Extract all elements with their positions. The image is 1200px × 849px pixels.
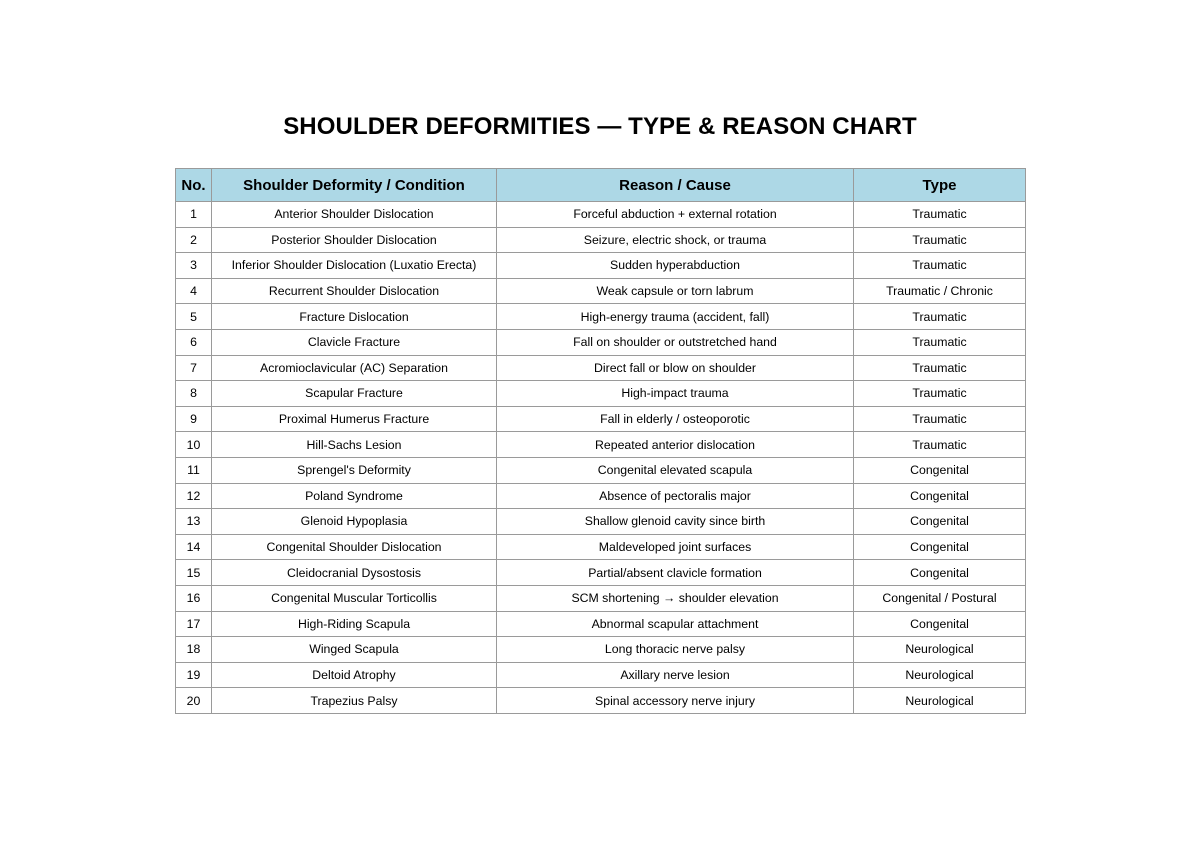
cell-no: 4 <box>176 278 212 304</box>
cell-reason: Shallow glenoid cavity since birth <box>497 509 854 535</box>
cell-condition: Recurrent Shoulder Dislocation <box>212 278 497 304</box>
cell-no: 12 <box>176 483 212 509</box>
cell-no: 8 <box>176 381 212 407</box>
table-row <box>176 637 1026 663</box>
cell-no: 2 <box>176 227 212 253</box>
table-row <box>176 355 1026 381</box>
page-title: SHOULDER DEFORMITIES — TYPE & REASON CHART <box>283 113 917 140</box>
cell-reason: Forceful abduction + external rotation <box>497 202 854 228</box>
cell-type: Congenital <box>854 483 1026 509</box>
cell-reason: High-impact trauma <box>497 381 854 407</box>
cell-type: Traumatic <box>854 381 1026 407</box>
cell-condition: Poland Syndrome <box>212 483 497 509</box>
column-header-condition: Shoulder Deformity / Condition <box>212 169 497 202</box>
cell-no: 15 <box>176 560 212 586</box>
table-row <box>176 278 1026 304</box>
cell-type: Congenital / Postural <box>854 585 1026 611</box>
cell-type: Neurological <box>854 688 1026 714</box>
cell-type: Traumatic <box>854 253 1026 279</box>
table-row <box>176 560 1026 586</box>
cell-type: Congenital <box>854 534 1026 560</box>
table-row <box>176 253 1026 279</box>
cell-no: 16 <box>176 585 212 611</box>
cell-condition: Congenital Shoulder Dislocation <box>212 534 497 560</box>
table-row <box>176 304 1026 330</box>
cell-reason: Seizure, electric shock, or trauma <box>497 227 854 253</box>
cell-condition: Proximal Humerus Fracture <box>212 406 497 432</box>
cell-type: Traumatic <box>854 432 1026 458</box>
table-body <box>176 202 1026 714</box>
table-row <box>176 329 1026 355</box>
cell-no: 18 <box>176 637 212 663</box>
cell-reason: Spinal accessory nerve injury <box>497 688 854 714</box>
cell-reason: Sudden hyperabduction <box>497 253 854 279</box>
table-row <box>176 662 1026 688</box>
table-row <box>176 688 1026 714</box>
cell-reason: Abnormal scapular attachment <box>497 611 854 637</box>
cell-reason: Weak capsule or torn labrum <box>497 278 854 304</box>
cell-condition: Congenital Muscular Torticollis <box>212 585 497 611</box>
cell-condition: Winged Scapula <box>212 637 497 663</box>
table-row <box>176 611 1026 637</box>
cell-no: 14 <box>176 534 212 560</box>
cell-no: 17 <box>176 611 212 637</box>
cell-reason: Fall on shoulder or outstretched hand <box>497 329 854 355</box>
cell-reason: Congenital elevated scapula <box>497 457 854 483</box>
cell-no: 9 <box>176 406 212 432</box>
cell-type: Neurological <box>854 662 1026 688</box>
cell-no: 7 <box>176 355 212 381</box>
cell-type: Congenital <box>854 457 1026 483</box>
cell-condition: Trapezius Palsy <box>212 688 497 714</box>
table-row <box>176 457 1026 483</box>
cell-no: 6 <box>176 329 212 355</box>
cell-condition: High-Riding Scapula <box>212 611 497 637</box>
cell-type: Neurological <box>854 637 1026 663</box>
table-row <box>176 585 1026 611</box>
table-row <box>176 432 1026 458</box>
cell-type: Traumatic / Chronic <box>854 278 1026 304</box>
cell-reason: Absence of pectoralis major <box>497 483 854 509</box>
table-header-row <box>176 169 1026 202</box>
cell-type: Traumatic <box>854 304 1026 330</box>
cell-condition: Fracture Dislocation <box>212 304 497 330</box>
column-header-reason: Reason / Cause <box>497 169 854 202</box>
cell-reason: Partial/absent clavicle formation <box>497 560 854 586</box>
cell-condition: Anterior Shoulder Dislocation <box>212 202 497 228</box>
cell-condition: Posterior Shoulder Dislocation <box>212 227 497 253</box>
cell-type: Traumatic <box>854 227 1026 253</box>
table-row <box>176 202 1026 228</box>
table-row <box>176 406 1026 432</box>
cell-reason: High-energy trauma (accident, fall) <box>497 304 854 330</box>
cell-no: 11 <box>176 457 212 483</box>
cell-condition: Hill-Sachs Lesion <box>212 432 497 458</box>
cell-reason: Long thoracic nerve palsy <box>497 637 854 663</box>
table-row <box>176 483 1026 509</box>
table-row <box>176 509 1026 535</box>
cell-reason: Maldeveloped joint surfaces <box>497 534 854 560</box>
table-row <box>176 227 1026 253</box>
cell-condition: Deltoid Atrophy <box>212 662 497 688</box>
table-row <box>176 534 1026 560</box>
cell-type: Congenital <box>854 611 1026 637</box>
cell-type: Congenital <box>854 560 1026 586</box>
cell-no: 5 <box>176 304 212 330</box>
cell-type: Traumatic <box>854 329 1026 355</box>
cell-condition: Acromioclavicular (AC) Separation <box>212 355 497 381</box>
cell-no: 13 <box>176 509 212 535</box>
column-header-type: Type <box>854 169 1026 202</box>
cell-condition: Cleidocranial Dysostosis <box>212 560 497 586</box>
cell-condition: Scapular Fracture <box>212 381 497 407</box>
cell-condition: Glenoid Hypoplasia <box>212 509 497 535</box>
column-header-no: No. <box>176 169 212 202</box>
table-row <box>176 381 1026 407</box>
cell-no: 3 <box>176 253 212 279</box>
cell-reason: Axillary nerve lesion <box>497 662 854 688</box>
cell-no: 19 <box>176 662 212 688</box>
cell-condition: Sprengel's Deformity <box>212 457 497 483</box>
cell-condition: Clavicle Fracture <box>212 329 497 355</box>
cell-reason: Fall in elderly / osteoporotic <box>497 406 854 432</box>
cell-no: 10 <box>176 432 212 458</box>
cell-reason: SCM shortening → shoulder elevation <box>497 585 854 611</box>
deformity-table <box>175 168 1026 714</box>
cell-condition: Inferior Shoulder Dislocation (Luxatio Erecta) <box>212 253 497 279</box>
cell-type: Congenital <box>854 509 1026 535</box>
cell-type: Traumatic <box>854 406 1026 432</box>
cell-type: Traumatic <box>854 202 1026 228</box>
cell-reason: Repeated anterior dislocation <box>497 432 854 458</box>
cell-type: Traumatic <box>854 355 1026 381</box>
cell-no: 1 <box>176 202 212 228</box>
cell-no: 20 <box>176 688 212 714</box>
cell-reason: Direct fall or blow on shoulder <box>497 355 854 381</box>
